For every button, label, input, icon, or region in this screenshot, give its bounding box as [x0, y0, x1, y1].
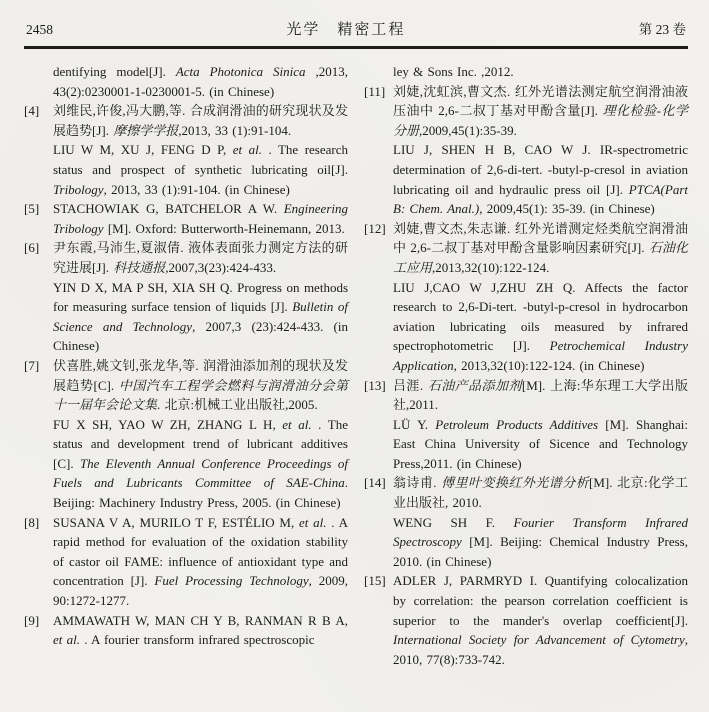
reference-paragraph: 刘婕,沈虹滨,曹文杰. 红外光谱法测定航空润滑油液压油中 2,6-二叔丁基对甲酚含量[J]. 理化检验-化学分册,2009,45(1):35-39. — [393, 83, 688, 138]
reference-paragraph: 翁诗甫. 傅里叶变换红外光谱分析[M]. 北京:化学工业出版社, 2010. — [393, 475, 688, 511]
reference-paragraph: LIU W M, XU J, FENG D P, et al. . The research status and prospect of synthetic lubricating oil[J]. Tribology, 2013, 33 (1):91-104. (in Chinese) — [53, 142, 348, 197]
reference-entry — [24, 199, 348, 238]
reference-paragraph: 吕涯. 石油产品添加剂[M]. 上海:华东理工大学出版社,2011. — [393, 377, 688, 413]
reference-paragraph: 尹东霞,马沛生,夏淑倩. 液体表面张力测定方法的研究进展[J]. 科技通报,2007,3(23):424-433. — [53, 240, 348, 275]
reference-number: [11] — [364, 83, 386, 99]
reference-number: [15] — [364, 573, 386, 589]
page-header — [24, 16, 688, 39]
reference-paragraph: YIN D X, MA P SH, XIA SH Q. Progress on methods for measuring surface tension of liquids [J]. Bulletin of Science and Technology, 2007,3 (23):424-433. (in Chinese) — [53, 279, 348, 354]
reference-entry — [24, 513, 348, 611]
reference-paragraph: 刘婕,曹文杰,朱志谦. 红外光谱测定烃类航空润滑油中 2,6-二叔丁基对甲酚含量影响因素研究[J]. 石油化工应用,2013,32(10):122-124. — [393, 220, 688, 275]
reference-paragraph: 刘维民,许俊,冯大鹏,等. 合成润滑油的研究现状及发展趋势[J]. 摩擦学学报,2013, 33 (1):91-104. — [53, 103, 348, 138]
references-section — [24, 62, 688, 669]
reference-paragraph: AMMAWATH W, MAN CH Y B, RANMAN R B A, et al. . A fourier transform infrared spectroscopic — [53, 612, 348, 648]
reference-paragraph: ADLER J, PARMRYD I. Quantifying colocalization by correlation: the pearson correlation coefficient is superior to the mander's overlap coefficient[J]. International Society for Advancement of Cytometry, 2010, 77(8):733-742. — [393, 573, 688, 667]
reference-number: [14] — [364, 475, 386, 491]
journal-title: 光学 精密工程 — [286, 22, 406, 38]
references-column-left — [24, 62, 348, 669]
reference-entry — [24, 611, 348, 650]
reference-number: [5] — [24, 201, 40, 217]
reference-number: [6] — [24, 240, 40, 256]
references-column-right — [364, 62, 688, 669]
volume-label: 第 23 卷 — [638, 22, 686, 37]
reference-paragraph: STACHOWIAK G, BATCHELOR A W. Engineering Tribology [M]. Oxford: Butterworth-Heinemann, 2013. — [53, 201, 348, 236]
reference-entry — [364, 219, 688, 376]
reference-entry — [24, 356, 348, 513]
reference-number: [13] — [364, 377, 386, 393]
reference-paragraph: LÜ Y. Petroleum Products Additives [M]. Shanghai: East China University of Sicence and Technology Press,2011. (in Chinese) — [393, 416, 688, 471]
reference-paragraph: WENG SH F. Fourier Transform Infrared Spectroscopy [M]. Beijing: Chemical Industry Press, 2010. (in Chinese) — [393, 514, 688, 569]
reference-entry — [364, 473, 688, 571]
reference-entry — [364, 571, 688, 669]
reference-entry — [24, 101, 348, 199]
reference-entry — [24, 62, 348, 101]
reference-number: [12] — [364, 220, 386, 236]
reference-entry — [24, 238, 348, 356]
reference-entry — [364, 376, 688, 474]
reference-entry — [364, 62, 688, 82]
page-number: 2458 — [26, 22, 53, 37]
reference-paragraph: ley & Sons Inc. ,2012. — [393, 64, 514, 79]
reference-paragraph: SUSANA V A, MURILO T F, ESTÉLIO M, et al. . A rapid method for evaluation of the oxidation stability of castor oil FAME: influence of antioxidant type and concentration [J]. Fuel Processing Technology, 2009, 90:1272-1277. — [53, 514, 349, 609]
reference-entry — [364, 82, 688, 219]
reference-number: [9] — [24, 612, 40, 628]
reference-paragraph: FU X SH, YAO W ZH, ZHANG L H, et al. . The status and development trend of lubricant additives [C]. The Eleventh Annual Conference Proceedings of Fuels and Lubricants Committee of SAE-China. Beijing: Machinery Industry Press, 2005. (in Chinese) — [53, 416, 348, 511]
reference-paragraph: LIU J, SHEN H B, CAO W J. IR-spectrometric determination of 2,6-di-tert. -butyl-p-cresol in aviation lubricating oil and hydraulic press oil [J]. PTCA(Part B: Chem. Anal.), 2009,45(1): 35-39. (in Chinese) — [393, 142, 688, 217]
reference-number: [8] — [24, 514, 40, 530]
reference-number: [4] — [24, 103, 40, 119]
reference-paragraph: dentifying model[J]. Acta Photonica Sinica ,2013, 43(2):0230001-1-0230001-5. (in Chinese) — [53, 64, 348, 99]
reference-paragraph: 伏喜胜,姚文钊,张龙华,等. 润滑油添加剂的现状及发展趋势[C]. 中国汽车工程学会燃料与润滑油分会第十一届年会论文集. 北京:机械工业出版社,2005. — [53, 357, 348, 413]
reference-paragraph: LIU J,CAO W J,ZHU ZH Q. Affects the factor research to 2,6-Di-tert. -butyl-p-cresol in hydrocarbon aviation lubricating oils measured by infrared spectrophotometric [J]. Petrochemical Industry Application, 2013,32(10):122-124. (in Chinese) — [393, 279, 688, 373]
reference-number: [7] — [24, 357, 40, 373]
header-rule — [24, 46, 688, 49]
